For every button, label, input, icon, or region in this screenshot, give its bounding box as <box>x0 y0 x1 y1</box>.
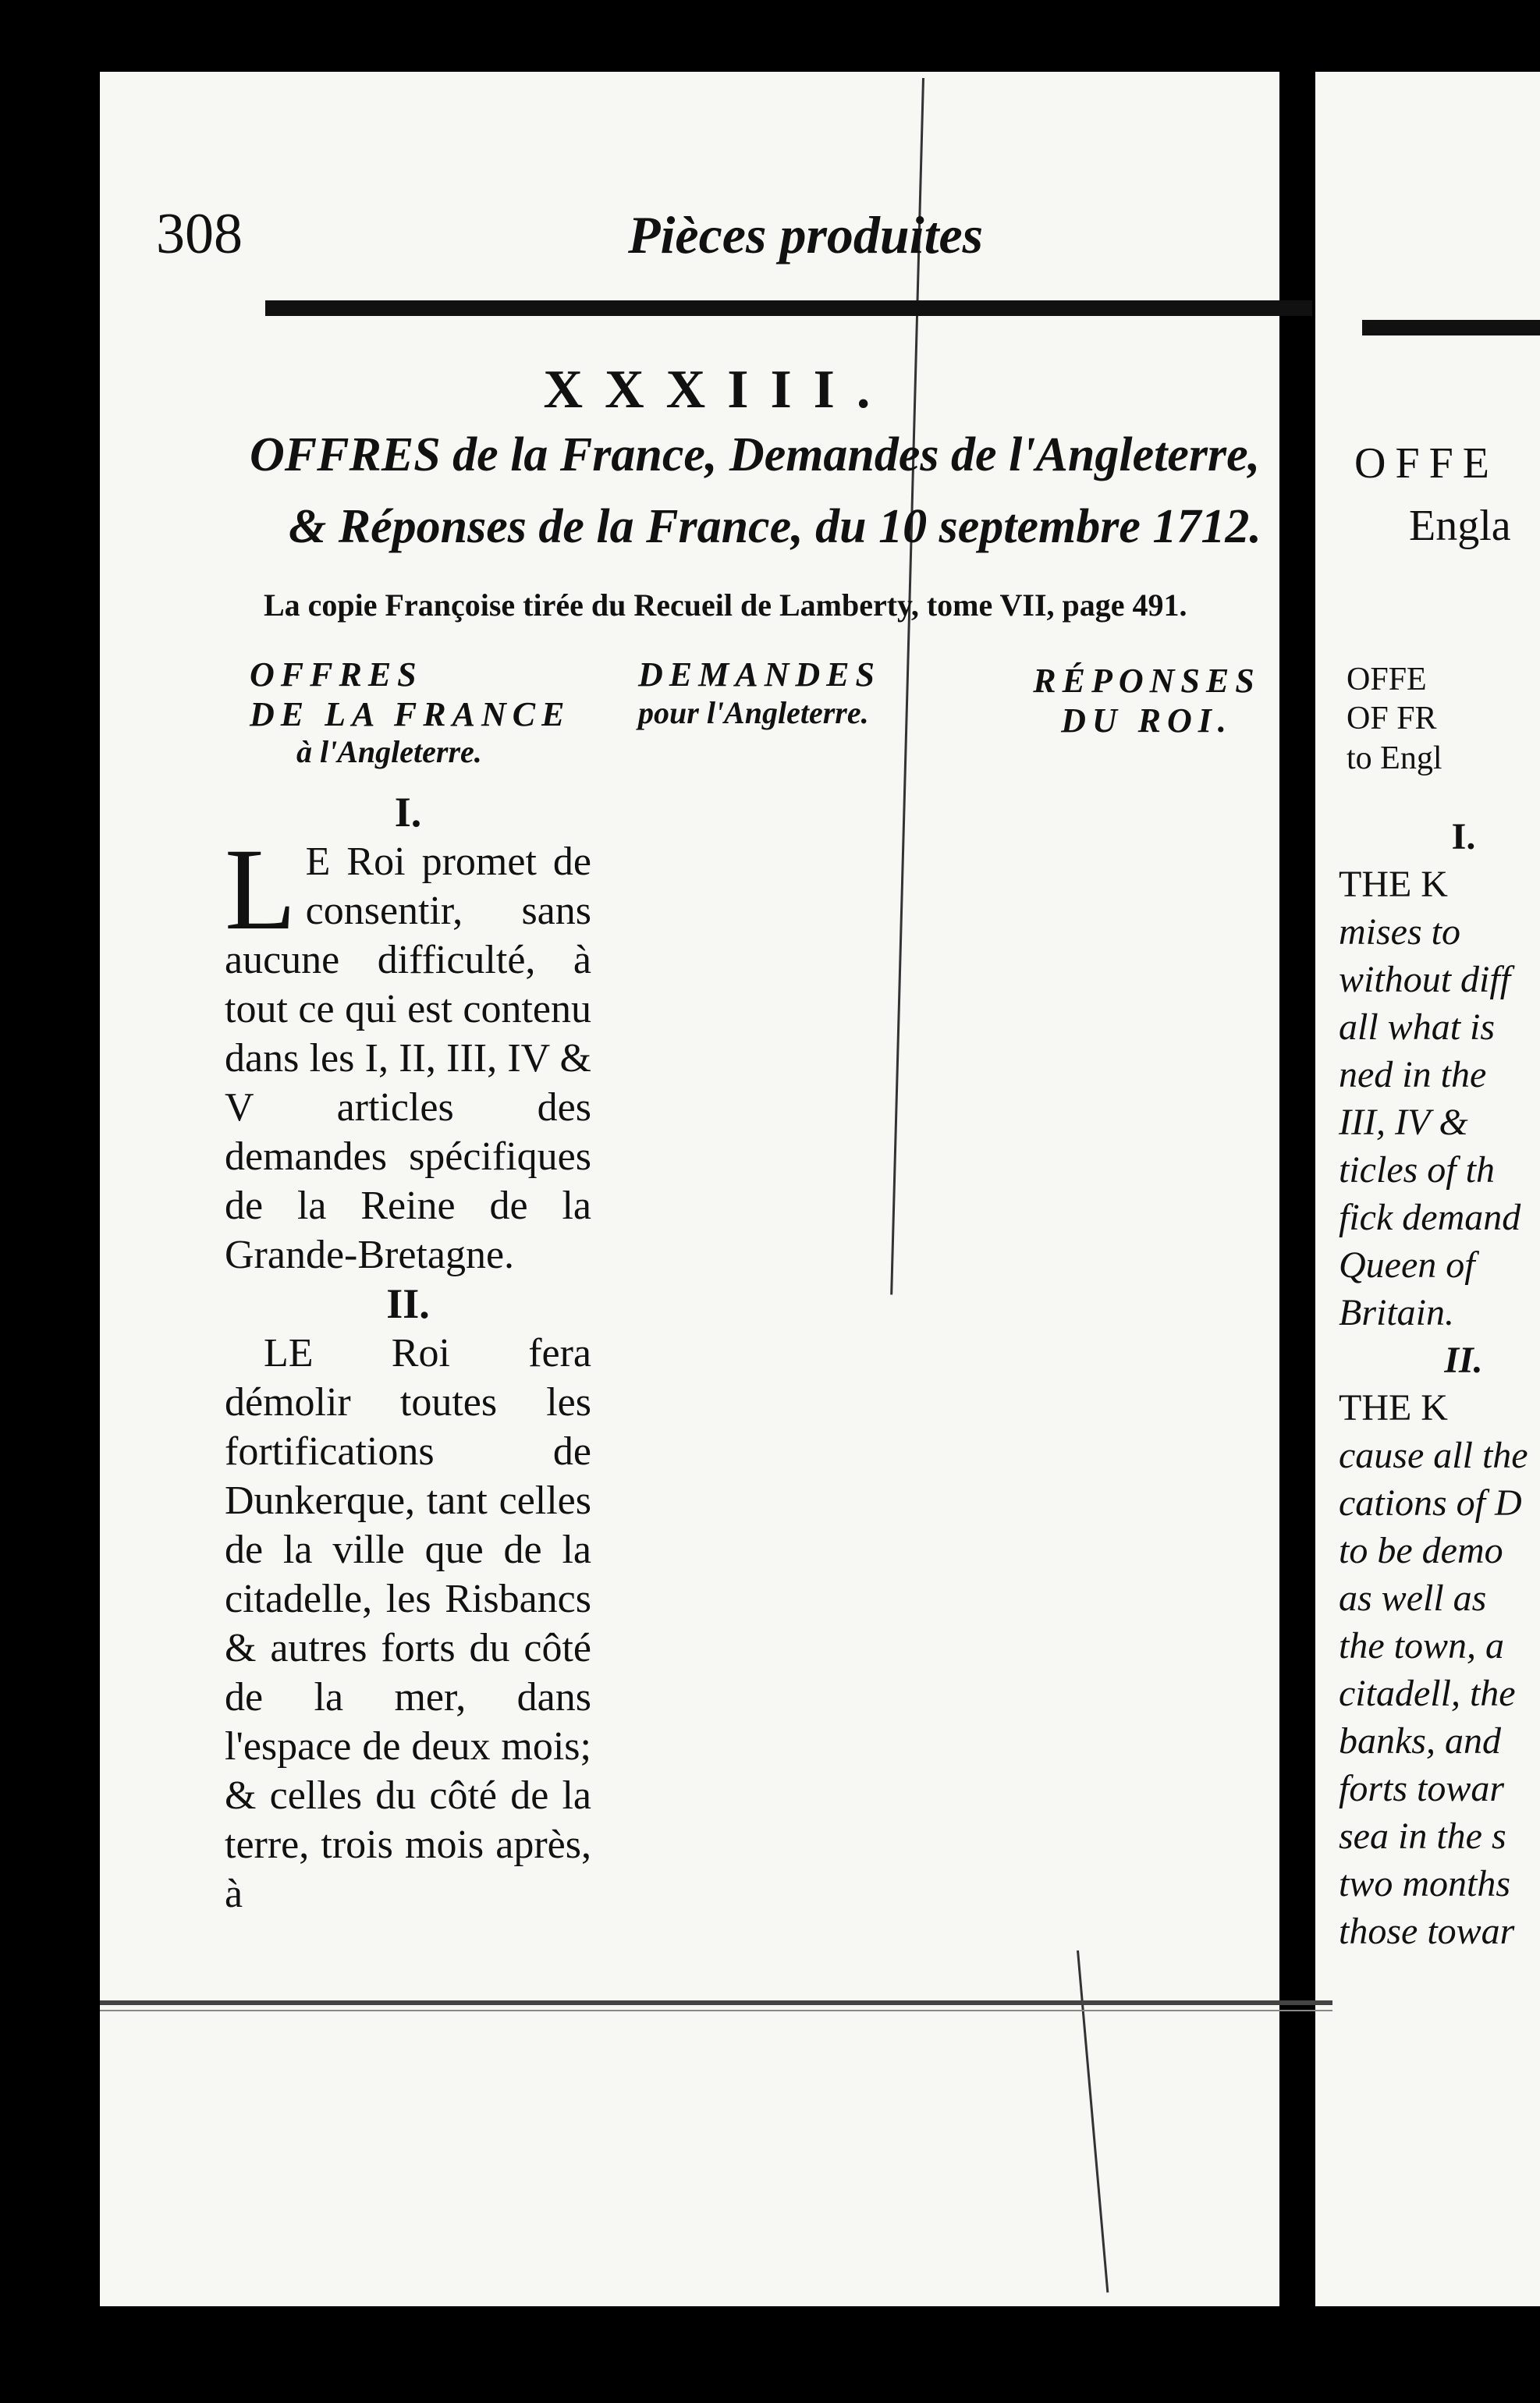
section-number: XXXIII. <box>543 360 892 420</box>
footer-rule <box>100 2000 1332 2005</box>
running-head: Pièces produites <box>628 205 984 264</box>
article-2-number: II. <box>386 1280 430 1327</box>
drop-cap: L <box>225 825 296 954</box>
offres-column-text <box>225 788 591 1918</box>
right-page <box>1315 72 1540 2306</box>
column-head-offres: OFFRES DE LA FRANCE à l'Angleterre. <box>250 655 571 770</box>
column-head-demandes: DEMANDES pour l'Angleterre. <box>638 655 881 730</box>
article-1-number: I. <box>394 789 422 836</box>
right-head-rule <box>1362 320 1540 335</box>
title-line-2: & Réponses de la France, du 10 septembre 1712. <box>289 500 1261 553</box>
source-note: La copie Françoise tirée du Recueil de Lamberty, tome VII, page 491. <box>264 587 1187 623</box>
title-line-1: OFFRES de la France, Demandes de l'Angleterre, <box>250 428 1261 481</box>
right-title-line2: Engla <box>1409 502 1511 550</box>
page-gutter <box>1279 72 1315 2306</box>
right-column-head: OFFE OF FR to Engl <box>1347 662 1442 776</box>
column-head-reponses: RÉPONSES DU ROI. <box>1033 662 1261 740</box>
footer-rule-thin <box>100 2010 1332 2011</box>
right-title-line1: OFFE <box>1354 439 1499 488</box>
article-1-paragraph: L E Roi promet de consentir, sans aucune difficulté, à tout ce qui est contenu dans les I, II, III, IV & V articles des demandes spécifiques de la Reine de la Grande-Bretagne. <box>225 825 591 1277</box>
right-column-text: I. THE K mises to without diff all what is ned in the III, IV & ticles of th fick demand Queen of Britain. II. THE K cause all the cations of D to be demo as well as the town, a citadell, the banks, and forts towar sea in the s two months those towar <box>1339 816 1528 1952</box>
page-number: 308 <box>156 202 243 266</box>
article-2-paragraph: LE Roi fera démolir toutes les fortifications de Dunkerque, tant celles de la ville que de la citadelle, les Risbancs & autres forts du côté de la mer, dans l'espace de deux mois; & celles du côté de la terre, trois mois après, à <box>225 1331 591 1916</box>
head-rule <box>265 300 1312 316</box>
